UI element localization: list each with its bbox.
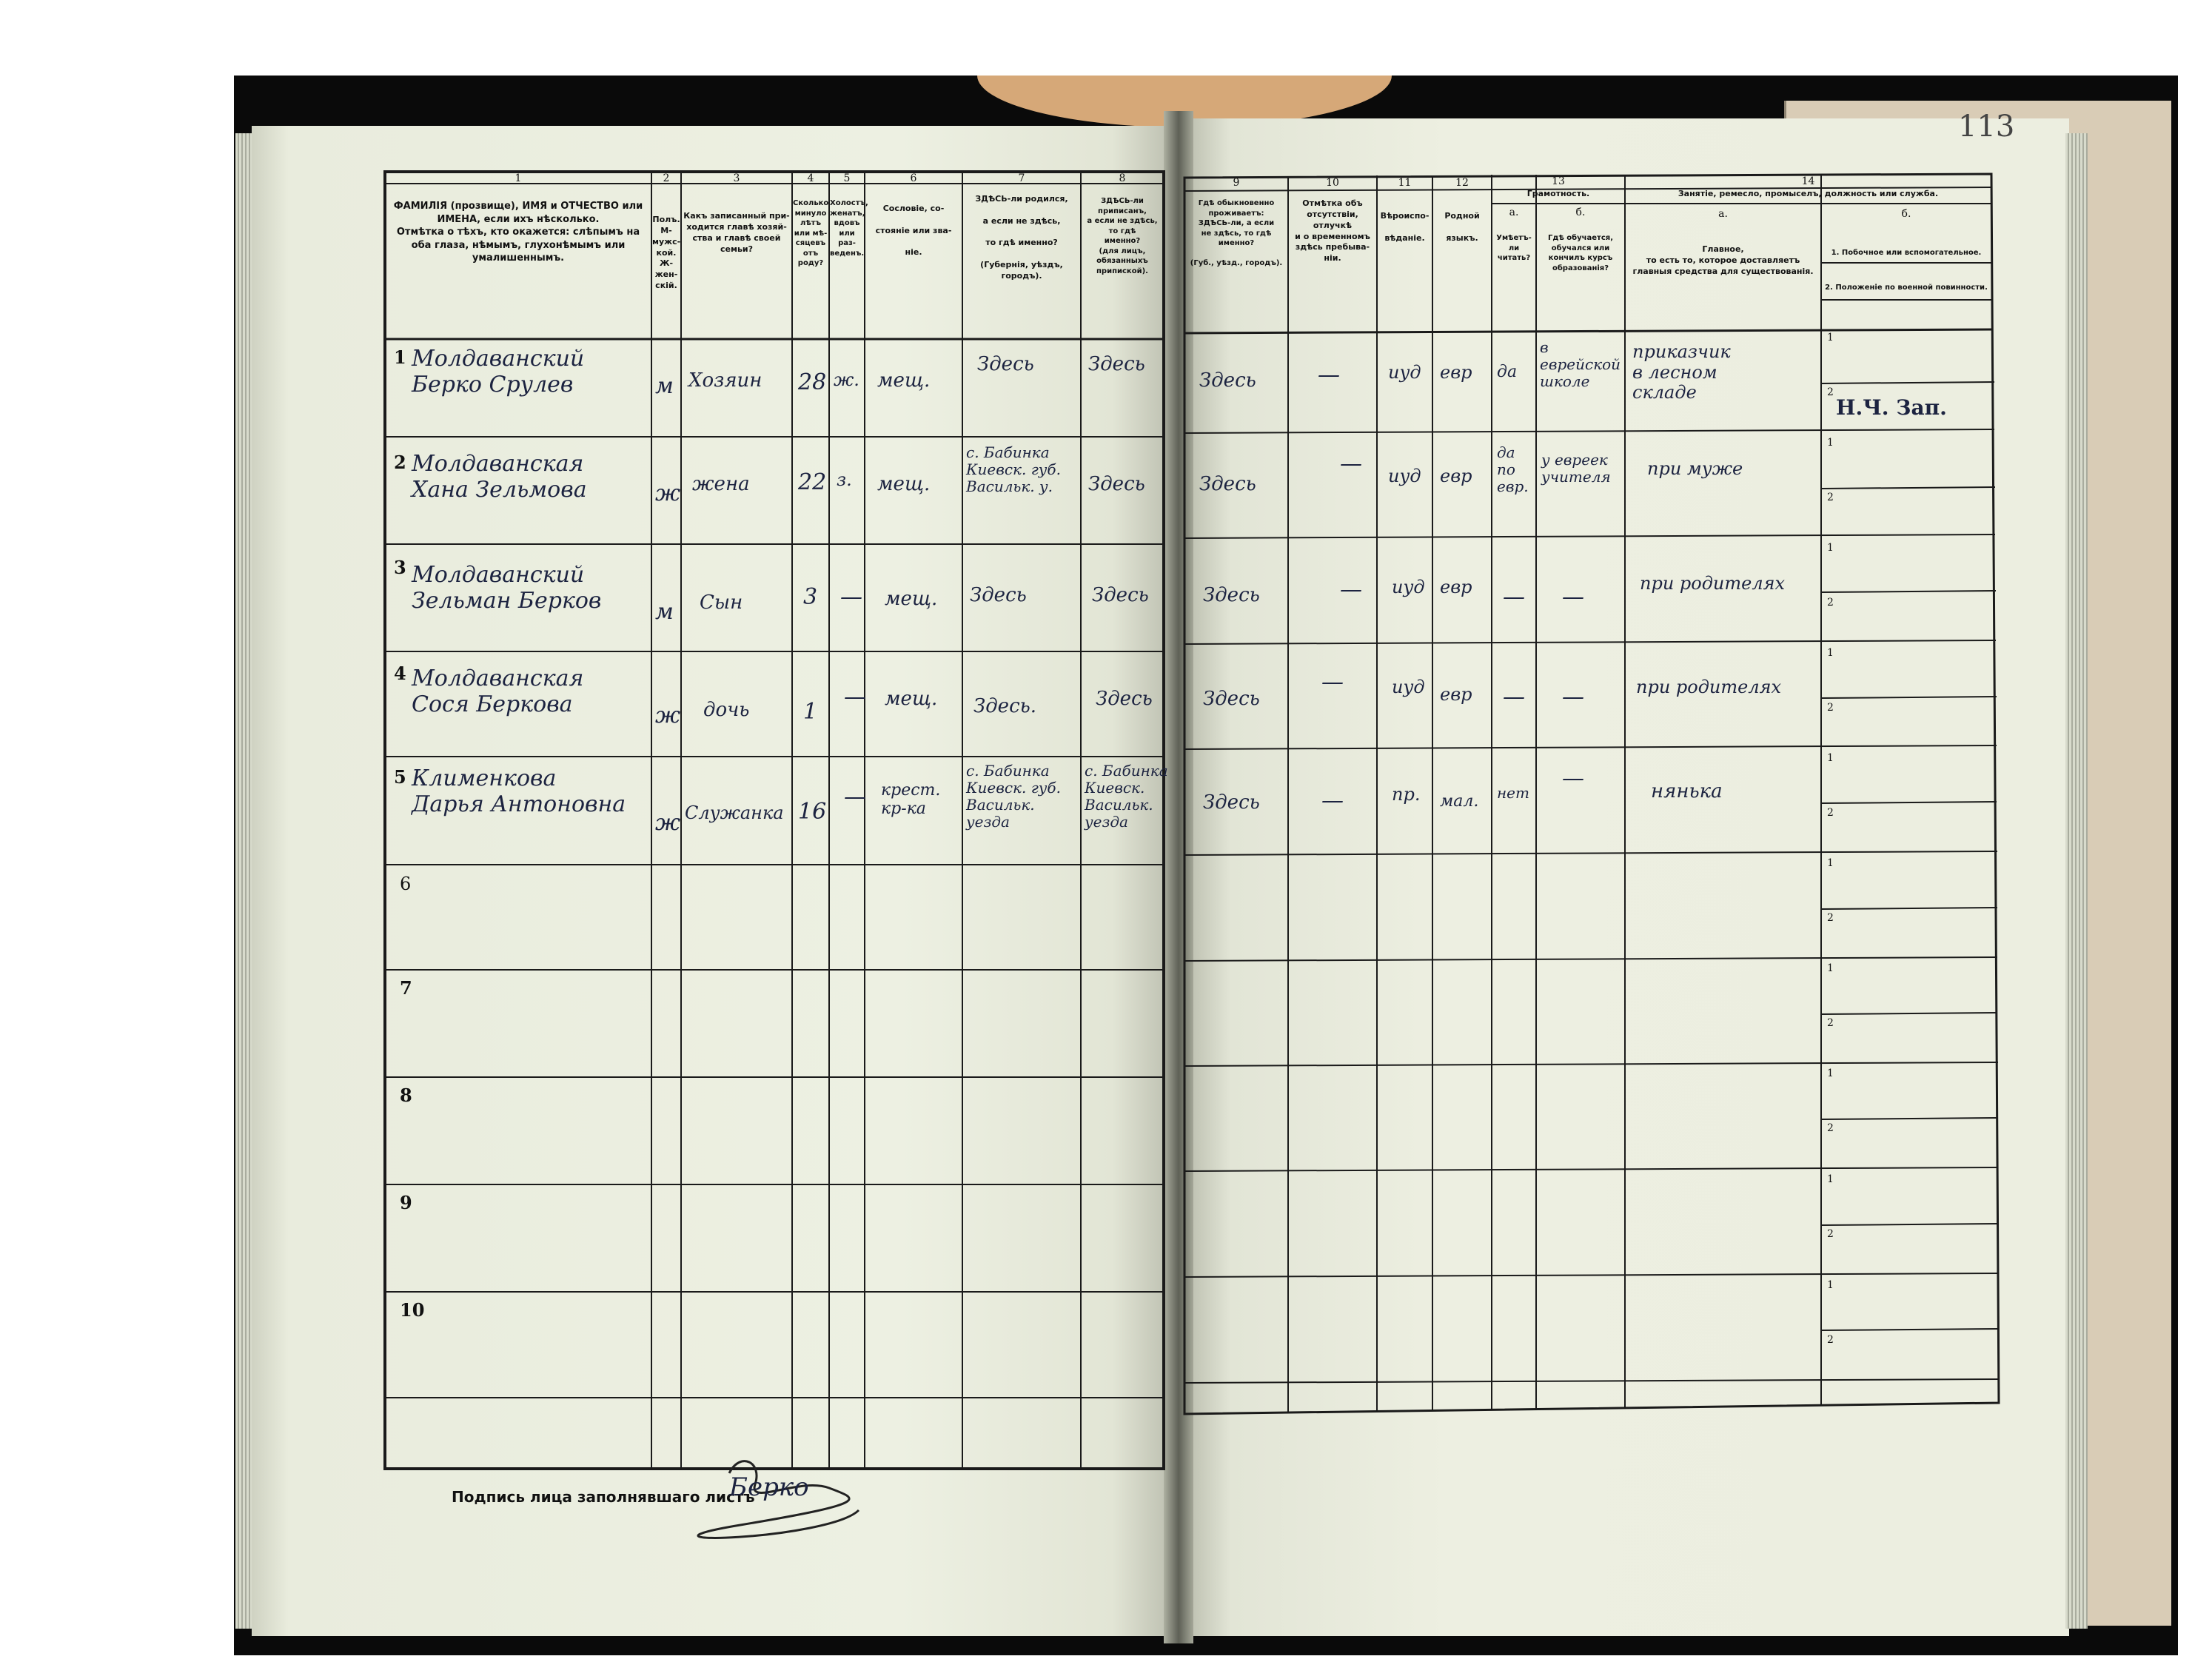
person-main-occupation: приказчик в лесном складе bbox=[1632, 341, 1731, 403]
header-name: ФАМИЛІЯ (прозвище), ИМЯ и ОТЧЕСТВО или ИМЕНА, если ихъ нѣсколько. Отмѣтка о тѣхъ, кто окажется: слѣпымъ на оба глаза, нѣмымъ, глухонѣмымъ или умалишеннымъ. bbox=[393, 201, 643, 264]
person-sex: ж bbox=[655, 810, 681, 836]
person-literate: да по евр. bbox=[1497, 443, 1529, 495]
person-relation: Сын bbox=[700, 591, 743, 614]
header-14b: б. bbox=[1901, 208, 1911, 220]
person-literate: — bbox=[1503, 684, 1525, 710]
sub-label-2: 2 bbox=[1827, 1228, 1834, 1240]
header-sex: Полъ. М-мужс- кой. Ж-жен- скій. bbox=[652, 215, 681, 291]
header-absence: Отмѣтка объ отсутствіи, отлучкѣ и о временномъ здѣсь пребыва- ніи. bbox=[1295, 198, 1370, 264]
person-sex: м bbox=[655, 373, 674, 399]
row-number: 10 bbox=[400, 1299, 425, 1321]
col6-number: 6 bbox=[910, 172, 917, 184]
person-marital: — bbox=[844, 684, 866, 710]
col7-number: 7 bbox=[1018, 172, 1025, 184]
person-name: Молдаванская Сося Беркова bbox=[412, 666, 584, 717]
person-education: — bbox=[1562, 584, 1584, 610]
signature: Берко bbox=[729, 1472, 809, 1502]
row-number: 3 bbox=[394, 557, 406, 578]
col11-number: 11 bbox=[1398, 177, 1412, 189]
header-residence: Гдѣ обыкновенно проживаетъ: ЗДѢСЬ-ли, а если не здѣсь, то гдѣ именно? (Губ., уѣзд., городъ). bbox=[1190, 199, 1283, 267]
header-registered: ЗДѢСЬ-ли приписанъ, а если не здѣсь, то гдѣ именно? (для лицъ, обязанныхъ припиской). bbox=[1087, 197, 1158, 275]
header-13a: а. bbox=[1509, 207, 1519, 218]
person-estate: крест. кр-ка bbox=[881, 781, 941, 819]
person-main-occupation: нянька bbox=[1651, 780, 1723, 802]
person-religion: пр. bbox=[1392, 784, 1421, 805]
header-military: 2. Положеніе по военной повинности. bbox=[1825, 284, 1988, 292]
sub-label-1: 1 bbox=[1827, 332, 1834, 343]
person-name: Клименкова Дарья Антоновна bbox=[412, 765, 626, 817]
person-age: 16 bbox=[798, 799, 827, 825]
person-education: у евреек учителя bbox=[1541, 451, 1611, 486]
person-age: 3 bbox=[803, 584, 818, 610]
col9-number: 9 bbox=[1233, 177, 1240, 189]
row-number: 6 bbox=[400, 874, 412, 894]
person-marital: — bbox=[844, 784, 866, 810]
header-marital: Холостъ, женатъ, вдовъ или раз- веденъ. bbox=[830, 199, 868, 258]
person-birthplace: Здесь bbox=[970, 584, 1027, 606]
person-main-occupation: при муже bbox=[1647, 458, 1743, 479]
col3-number: 3 bbox=[733, 172, 740, 184]
person-marital: з. bbox=[837, 469, 852, 490]
sub-label-2: 2 bbox=[1827, 1334, 1834, 1346]
row-number: 5 bbox=[394, 766, 406, 788]
sub-label-2: 2 bbox=[1827, 702, 1834, 714]
person-language: мал. bbox=[1440, 792, 1479, 811]
col4-number: 4 bbox=[807, 172, 814, 184]
sub-label-2: 2 bbox=[1827, 912, 1834, 924]
person-education: — bbox=[1562, 765, 1584, 791]
sub-label-1: 1 bbox=[1827, 752, 1834, 764]
row-number: 4 bbox=[394, 663, 406, 684]
person-language: евр bbox=[1440, 362, 1472, 383]
header-can-read: Умѣетъ- ли читать? bbox=[1496, 234, 1532, 262]
sub-label-1: 1 bbox=[1827, 542, 1834, 554]
person-estate: мещ. bbox=[877, 369, 931, 392]
person-language: евр bbox=[1440, 466, 1472, 486]
person-age: 1 bbox=[803, 699, 818, 725]
sub-label-2: 2 bbox=[1827, 1122, 1834, 1134]
col5-number: 5 bbox=[843, 172, 851, 184]
row-number: 8 bbox=[400, 1085, 412, 1106]
person-residence: Здесь bbox=[1203, 688, 1260, 710]
person-estate: мещ. bbox=[885, 588, 938, 610]
col14-number: 14 bbox=[1801, 175, 1815, 187]
signature-label: Подпись лица заполнявшаго листъ bbox=[452, 1488, 755, 1506]
header-13b: б. bbox=[1575, 207, 1586, 218]
person-education: — bbox=[1562, 684, 1584, 710]
person-literate: — bbox=[1503, 584, 1525, 610]
person-registered: Здесь bbox=[1088, 353, 1145, 375]
row-number: 7 bbox=[400, 977, 412, 999]
sub-label-2: 2 bbox=[1827, 807, 1834, 819]
page-number: 113 bbox=[1958, 110, 2015, 144]
person-education: в еврейской школе bbox=[1540, 338, 1621, 390]
person-marital: — bbox=[840, 584, 862, 610]
header-birthplace: ЗДѢСЬ-ли родился, а если не здѣсь, то гдѣ именно? (Губернія, уѣздъ, городъ). bbox=[975, 194, 1068, 281]
col8-number: 8 bbox=[1119, 172, 1126, 184]
person-sex: ж bbox=[655, 703, 681, 728]
header-estate: Сословіе, со- стояніе или зва- ніе. bbox=[875, 204, 952, 258]
header-language: Родной языкъ. bbox=[1444, 211, 1480, 243]
person-birthplace: Здесь bbox=[977, 353, 1034, 375]
sub-label-1: 1 bbox=[1827, 1279, 1834, 1291]
person-registered: Здесь bbox=[1092, 584, 1149, 606]
header-relation: Какъ записанный при- ходится главѣ хозяй- ства и главѣ своей семьи? bbox=[683, 211, 790, 254]
col2-number: 2 bbox=[663, 172, 670, 184]
person-residence: Здесь bbox=[1199, 369, 1256, 392]
person-name: Молдаванская Хана Зельмова bbox=[412, 451, 587, 503]
person-name: Молдаванский Зельман Берков bbox=[412, 562, 602, 614]
person-relation: жена bbox=[692, 473, 750, 495]
row-number: 9 bbox=[400, 1192, 412, 1213]
header-literacy: Грамотность. bbox=[1526, 189, 1590, 198]
sub-label-2: 2 bbox=[1827, 386, 1834, 398]
person-registered: Здесь bbox=[1088, 473, 1145, 495]
person-relation: Хозяин bbox=[688, 369, 763, 392]
person-literate: да bbox=[1497, 363, 1518, 381]
row-number: 1 bbox=[394, 346, 406, 368]
person-sex: ж bbox=[655, 480, 681, 506]
person-absence: — bbox=[1321, 669, 1344, 695]
person-absence: — bbox=[1340, 451, 1362, 477]
header-14a: а. bbox=[1718, 208, 1728, 220]
person-birthplace: с. Бабинка Киевск. губ. Васильк. у. bbox=[966, 443, 1061, 495]
person-estate: мещ. bbox=[885, 688, 938, 710]
sub-label-1: 1 bbox=[1827, 962, 1834, 974]
person-residence: Здесь bbox=[1199, 473, 1256, 495]
person-main-occupation: при родителях bbox=[1640, 573, 1786, 594]
person-religion: иуд bbox=[1392, 677, 1425, 697]
person-absence: — bbox=[1321, 788, 1344, 814]
person-relation: дочь bbox=[703, 699, 750, 721]
person-religion: иуд bbox=[1388, 362, 1421, 383]
person-birthplace: с. Бабинка Киевск. губ. Васильк. уезда bbox=[966, 762, 1061, 831]
person-marital: ж. bbox=[834, 369, 859, 390]
person-relation: Служанка bbox=[685, 802, 784, 823]
person-absence: — bbox=[1340, 577, 1362, 603]
person-age: 22 bbox=[798, 469, 827, 495]
person-registered: Здесь bbox=[1096, 688, 1153, 710]
person-estate: мещ. bbox=[877, 473, 931, 495]
person-literate: нет bbox=[1497, 784, 1529, 802]
header-main-occupation: Главное, то есть то, которое доставляетъ главныя средства для существованія. bbox=[1632, 244, 1814, 276]
person-name: Молдаванский Берко Срулев bbox=[412, 346, 585, 398]
person-birthplace: Здесь. bbox=[973, 695, 1037, 717]
sub-label-2: 2 bbox=[1827, 1017, 1834, 1029]
sub-label-2: 2 bbox=[1827, 597, 1834, 609]
col10-number: 10 bbox=[1326, 177, 1339, 189]
person-military: Н.Ч. Зап. bbox=[1836, 395, 1947, 420]
col12-number: 12 bbox=[1455, 177, 1469, 189]
header-age: Сколько минуло лѣтъ или мѣ- сяцевъ отъ роду? bbox=[793, 199, 829, 267]
person-age: 28 bbox=[798, 369, 827, 395]
col13-number: 13 bbox=[1552, 175, 1565, 187]
col1-number: 1 bbox=[515, 172, 522, 184]
person-language: евр bbox=[1440, 577, 1472, 597]
person-religion: иуд bbox=[1392, 577, 1425, 597]
header-occupation: Занятіе, ремесло, промыселъ, должность или служба. bbox=[1678, 189, 1939, 198]
person-main-occupation: при родителях bbox=[1636, 677, 1782, 697]
person-absence: — bbox=[1318, 362, 1340, 388]
sub-label-1: 1 bbox=[1827, 437, 1834, 449]
person-religion: иуд bbox=[1388, 466, 1421, 486]
person-language: евр bbox=[1440, 684, 1472, 705]
person-residence: Здесь bbox=[1203, 791, 1260, 814]
header-education: Гдѣ обучается, обучался или кончилъ курсъ образованія? bbox=[1548, 234, 1613, 272]
row-number: 2 bbox=[394, 452, 406, 473]
sub-label-1: 1 bbox=[1827, 857, 1834, 869]
person-registered: с. Бабинка Киевск. Васильк. уезда bbox=[1085, 762, 1168, 831]
sub-label-1: 1 bbox=[1827, 1068, 1834, 1079]
header-religion: Вѣроиспо- вѣданіе. bbox=[1380, 211, 1430, 243]
header-secondary: 1. Побочное или вспомогательное. bbox=[1831, 249, 1982, 257]
person-residence: Здесь bbox=[1203, 584, 1260, 606]
sub-label-1: 1 bbox=[1827, 647, 1834, 659]
person-sex: м bbox=[655, 599, 674, 625]
sub-label-1: 1 bbox=[1827, 1173, 1834, 1185]
sub-label-2: 2 bbox=[1827, 492, 1834, 503]
